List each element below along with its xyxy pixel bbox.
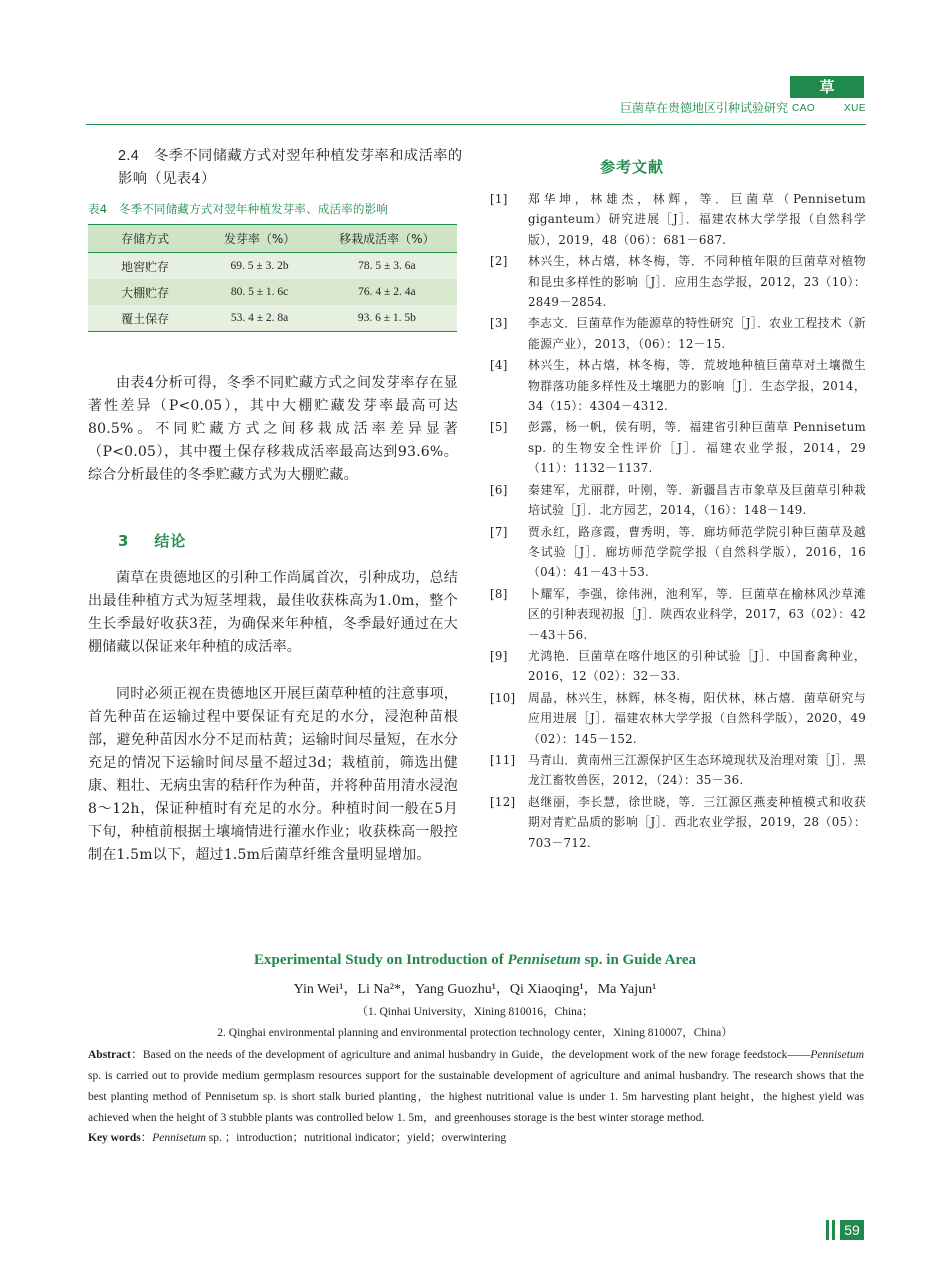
table-cell: 69. 5 ± 3. 2b <box>202 253 316 280</box>
reference-text: 郑华坤，林雄杰，林辉，等．巨菌草（Pennisetum giganteum）研究进展［J］．福建农林大学学报（自然科学版），2019，48（06）：681－687. <box>528 192 866 247</box>
section-3-number: 3 <box>118 532 130 550</box>
reference-item <box>490 792 866 853</box>
col-header-storage: 存储方式 <box>88 225 202 253</box>
reference-text: 周晶，林兴生，林辉，林冬梅，阳伏林，林占熺．菌草研究与应用进展［J］．福建农林大学学报（自然科学版），2020，49（02）：145－152. <box>528 690 866 746</box>
reference-number: [5] <box>490 420 508 435</box>
journal-badge: 草 学 <box>790 76 864 98</box>
reference-item <box>490 480 866 521</box>
page-number-bars <box>825 1220 839 1240</box>
running-title: 巨菌草在贵德地区引种试验研究 <box>619 101 788 115</box>
paragraph-precautions: 同时必须正视在贵德地区开展巨菌草种植的注意事项，首先种苗在运输过程中要保证有充足的水分，浸泡种苗根部，避免种苗因水分不足而枯黄；运输时间尽量短，在水分充足的情况下运输时间尽量不超过3d；栽植前，筛选出健康、粗壮、无病虫害的秸秆作为种苗，并将种苗用清水浸泡8～12h，保证种植时有充足的水分。种植时间一般在5月下旬，种植前根据土壤墒情进行灌水作业；收获株高一般控制在1.5m以下，超过1.5m后菌草纤维含量明显增加。 <box>88 686 458 863</box>
abstract-label: Abstract <box>88 1049 131 1061</box>
keywords-label: Key words <box>88 1132 141 1144</box>
section-3-heading <box>118 530 186 551</box>
reference-item <box>490 688 866 749</box>
table-caption: 表4 冬季不同储藏方式对翌年种植发芽率、成活率的影响 <box>88 202 389 216</box>
reference-number: [4] <box>490 358 508 373</box>
reference-item <box>490 522 866 583</box>
english-affiliation-2: 2. Qinghai environmental planning and environmental protection technology center，Xining 810007，China） <box>217 1027 733 1039</box>
reference-list <box>490 189 866 854</box>
paragraph-table-analysis: 由表4分析可得，冬季不同贮藏方式之间发芽率存在显著性差异（P<0.05），其中大棚贮藏发芽率最高可达80.5%。不同贮藏方式之间移栽成活率差异显著（P<0.05），其中覆土保存移栽成活率最高达到93.6%。综合分析最佳的冬季贮藏方式为大棚贮藏。 <box>88 375 458 483</box>
table-cell: 78. 5 ± 3. 6a <box>317 253 457 280</box>
section-number: 2.4 <box>118 148 140 164</box>
reference-text: 林兴生，林占熺，林冬梅，等．荒坡地种植巨菌草对土壤微生物群落功能多样性及土壤肥力的影响［J］．生态学报，2014，34（15）：4304－4312. <box>528 358 866 414</box>
reference-item <box>490 646 866 687</box>
table-row <box>88 305 457 332</box>
reference-item <box>490 750 866 791</box>
header-rule <box>86 124 866 125</box>
reference-item <box>490 313 866 354</box>
reference-number: [7] <box>490 524 508 539</box>
journal-name-en <box>792 101 866 117</box>
abstract-genus: Pennisetum <box>810 1049 864 1061</box>
page-number: 59 <box>840 1220 864 1240</box>
table-row <box>88 253 457 280</box>
references-heading: 参考文献 <box>600 158 665 176</box>
reference-text: 贾永红，路彦霞，曹秀明，等．廊坊师范学院引种巨菌草及越冬试验［J］．廊坊师范学院学报（自然科学版），2016，16（04）：41－43＋53. <box>528 524 866 580</box>
keywords-text: sp. ；introduction；nutritional indicator；yield；overwintering <box>205 1132 507 1144</box>
reference-number: [6] <box>490 482 508 497</box>
reference-text: 李志文．巨菌草作为能源草的特性研究［J］．农业工程技术（新能源产业），2013，（06）：12－15. <box>528 316 866 351</box>
reference-number: [11] <box>490 752 516 767</box>
table-cell: 覆土保存 <box>88 305 202 332</box>
reference-number: [10] <box>490 690 516 705</box>
abstract-text-2: sp. is carried out to provide medium germplasm resources support for the sustainable development of agriculture and animal husbandry. The research shows that the best planting method of Pennisetum sp. is short stalk buried planting，the highest nutritional value is under 1. 5m harvesting plant height，the highest yield was achieved when the height of 3 stubble plants was controlled below 1. 5m，and greenhouses storage is the best winter storage method. <box>88 1070 864 1124</box>
table-4 <box>88 224 457 332</box>
reference-text: 赵继丽，李长慧，徐世晓，等．三江源区燕麦种植模式和收获期对青贮品质的影响［J］．西北农业学报，2019，28（05）：703－712. <box>528 794 866 850</box>
english-title-text: Experimental Study on Introduction of <box>253 952 508 968</box>
english-keywords: Key words：Pennisetum sp. ；introduction；nutritional indicator；yield；overwintering <box>88 1132 507 1144</box>
table-cell: 53. 4 ± 2. 8a <box>202 305 316 332</box>
table-cell: 93. 6 ± 1. 5b <box>317 305 457 332</box>
table-row <box>88 279 457 305</box>
english-abstract <box>88 1045 864 1129</box>
reference-text: 马青山．黄南州三江源保护区生态环境现状及治理对策［J］．黑龙江畜牧兽医，2012，（24）：35－36. <box>528 752 866 788</box>
reference-number: [3] <box>490 316 508 331</box>
table-cell: 地窖贮存 <box>88 253 202 280</box>
reference-item <box>490 355 866 416</box>
english-title-suffix: sp. in Guide Area <box>580 952 697 968</box>
reference-text: 彭露，杨一帆，侯有明，等．福建省引种巨菌草 Pennisetum sp. 的生物安全性评价［J］．福建农业学报，2014，29（11）：1132－1137. <box>528 420 866 476</box>
reference-number: [8] <box>490 586 508 601</box>
abstract-text-1: ：Based on the needs of the development of agriculture and animal husbandry in Guide，the development work of the new forage feedstock—— <box>130 1049 811 1061</box>
section-2-4-heading <box>118 145 463 191</box>
table-header-row <box>88 225 457 253</box>
english-affiliation-1: （1. Qinhai University，Xining 810016，China； <box>356 1006 594 1018</box>
section-title: 冬季不同储藏方式对翌年种植发芽率和成活率的影响（见表4） <box>118 148 463 187</box>
table-cell: 80. 5 ± 1. 6c <box>202 279 316 305</box>
section-3-title: 结论 <box>154 532 187 550</box>
table-cell: 76. 4 ± 2. 4a <box>317 279 457 305</box>
keywords-genus: Pennisetum <box>152 1132 206 1144</box>
reference-text: 卜耀军，李强，徐伟洲，池利军，等．巨菌草在榆林风沙草滩区的引种表现初报［J］．陕西农业科学，2017，63（02）：42－43＋56. <box>528 586 866 642</box>
reference-number: [12] <box>490 794 516 809</box>
journal-en-word-2: XUE <box>843 103 866 114</box>
table-cell: 大棚贮存 <box>88 279 202 305</box>
paragraph-conclusion: 菌草在贵德地区的引种工作尚属首次，引种成功，总结出最佳种植方式为短茎埋栽，最佳收获株高为1.0m，整个生长季最好收获3茬，为确保来年种植，冬季最好通过在大棚储藏以保证来年种植的成活率。 <box>88 570 458 655</box>
journal-en-word-1: CAO <box>792 103 816 114</box>
reference-item <box>490 417 866 478</box>
english-title <box>0 952 950 969</box>
reference-item <box>490 189 866 250</box>
reference-text: 尤鸿艳．巨菌草在喀什地区的引种试验［J］．中国畜禽种业，2016，12（02）：32－33. <box>528 648 866 684</box>
reference-number: [9] <box>490 648 508 663</box>
reference-text: 林兴生，林占熺，林冬梅，等．不同种植年限的巨菌草对植物和昆虫多样性的影响［J］．应用生态学报，2012，23（10）：2849－2854. <box>528 254 866 310</box>
reference-item <box>490 251 866 312</box>
col-header-germination: 发芽率（%） <box>202 225 316 253</box>
reference-number: [2] <box>490 254 508 269</box>
reference-item <box>490 584 866 645</box>
english-authors: Yin Wei¹，Li Na²*，Yang Guozhu¹，Qi Xiaoqing¹，Ma Yajun¹ <box>293 982 657 997</box>
col-header-survival: 移栽成活率（%） <box>317 225 457 253</box>
reference-number: [1] <box>490 192 508 206</box>
reference-text: 秦建军，尤丽群，叶刚，等．新疆昌吉市象草及巨菌草引种栽培试验［J］．北方园艺，2014，（16）：148－149. <box>528 482 866 518</box>
english-title-genus: Pennisetum <box>507 952 581 968</box>
